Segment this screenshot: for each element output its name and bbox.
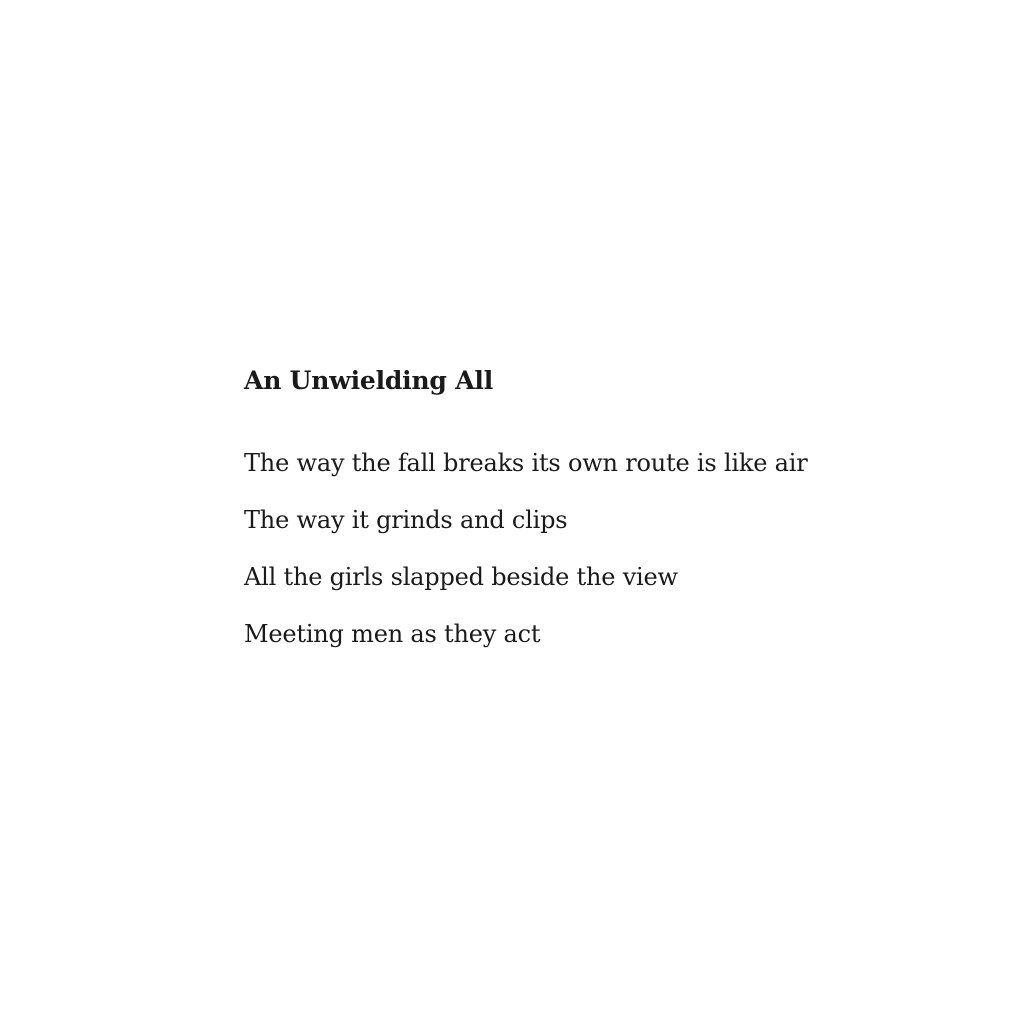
poem-line-3: All the girls slapped beside the view	[244, 563, 678, 591]
poem-title: An Unwielding All	[244, 366, 494, 395]
poem-line-1: The way the fall breaks its own route is like air	[244, 449, 808, 477]
poem-line-2: The way it grinds and clips	[244, 506, 568, 534]
poem-line-4: Meeting men as they act	[244, 620, 541, 648]
poem-container	[244, 368, 864, 663]
